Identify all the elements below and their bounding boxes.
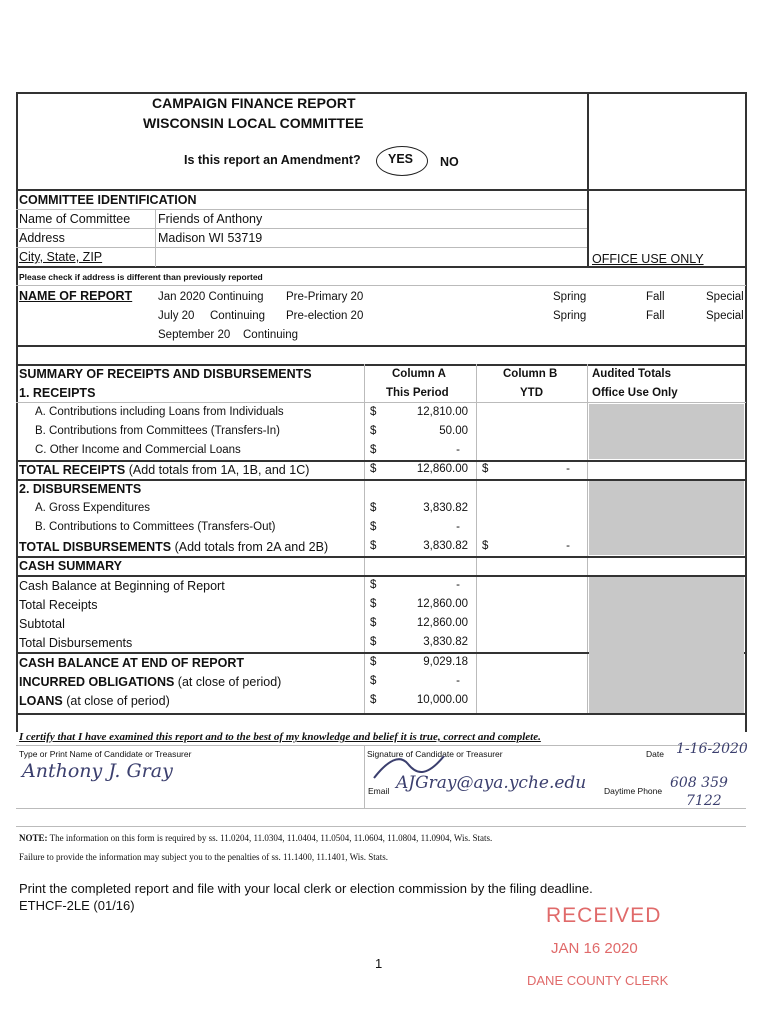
currency-symbol: $ bbox=[370, 636, 377, 648]
subtotal-label: Subtotal bbox=[19, 617, 65, 631]
cash-balance-end-value[interactable]: 9,029.18 bbox=[423, 656, 468, 668]
total-receipts-ytd-value[interactable]: - bbox=[566, 463, 570, 475]
receipt-row-a-label: A. Contributions including Loans from Individuals bbox=[35, 406, 284, 418]
receipts-header: 1. RECEIPTS bbox=[19, 386, 96, 400]
disbursement-row-b-label: B. Contributions to Committees (Transfers-Out) bbox=[35, 521, 276, 533]
incurred-obligations-value[interactable]: - bbox=[456, 675, 460, 687]
receipt-row-a-value[interactable]: 12,810.00 bbox=[416, 406, 468, 418]
amendment-question: Is this report an Amendment? bbox=[184, 153, 361, 167]
address-label: Address bbox=[19, 231, 65, 245]
committee-section-title: COMMITTEE IDENTIFICATION bbox=[19, 193, 197, 207]
office-use-shading bbox=[589, 481, 744, 555]
report-option-spring-2[interactable]: Spring bbox=[553, 310, 587, 322]
disbursement-row-b-value[interactable]: - bbox=[456, 521, 460, 533]
column-a-header: Column A bbox=[392, 368, 446, 380]
section-divider bbox=[16, 266, 746, 268]
email-handwritten[interactable]: AJGray@aya.yche.edu bbox=[396, 773, 587, 793]
certification-statement: I certify that I have examined this report and to the best of my knowledge and belief it is true, correct and complete. bbox=[19, 731, 541, 743]
report-option-spring[interactable]: Spring bbox=[553, 291, 587, 303]
total-receipts-bold: TOTAL RECEIPTS bbox=[19, 463, 126, 477]
report-option-september[interactable]: September 20 bbox=[158, 329, 231, 341]
loans-value[interactable]: 10,000.00 bbox=[416, 694, 468, 706]
report-option-special[interactable]: Special bbox=[706, 291, 744, 303]
date-label: Date bbox=[646, 749, 664, 759]
loans-bold: LOANS bbox=[19, 694, 63, 708]
currency-symbol: $ bbox=[370, 425, 377, 437]
section-divider bbox=[16, 345, 746, 347]
loans-label bbox=[19, 694, 170, 708]
report-option-july[interactable]: July 20 bbox=[158, 310, 195, 322]
currency-symbol: $ bbox=[370, 521, 377, 533]
grid-line bbox=[587, 364, 588, 714]
currency-symbol: $ bbox=[370, 406, 377, 418]
currency-symbol: $ bbox=[370, 579, 377, 591]
email-label: Email bbox=[368, 786, 390, 796]
date-handwritten[interactable]: 1-16-2020 bbox=[676, 741, 748, 757]
cash-beginning-value[interactable]: - bbox=[456, 579, 460, 591]
address-change-note: Please check if address is different than previously reported bbox=[19, 272, 263, 282]
currency-symbol: $ bbox=[370, 675, 377, 687]
grid-line bbox=[16, 228, 587, 229]
cash-total-disbursements-label: Total Disbursements bbox=[19, 636, 133, 650]
report-option-fall-2[interactable]: Fall bbox=[646, 310, 665, 322]
section-divider bbox=[16, 713, 746, 715]
office-use-subheader: Office Use Only bbox=[592, 387, 678, 399]
signature-label: Signature of Candidate or Treasurer bbox=[367, 749, 503, 759]
receipt-row-b-value[interactable]: 50.00 bbox=[439, 425, 468, 437]
form-top-border bbox=[16, 92, 746, 94]
section-divider bbox=[16, 556, 746, 558]
column-b-header: Column B bbox=[503, 368, 558, 380]
total-disbursements-ytd-value[interactable]: - bbox=[566, 540, 570, 552]
report-option-jan-continuing[interactable]: Jan 2020 Continuing bbox=[158, 291, 264, 303]
received-stamp-clerk: DANE COUNTY CLERK bbox=[527, 973, 669, 988]
column-b-subheader: YTD bbox=[520, 387, 543, 399]
amendment-no-option[interactable]: NO bbox=[440, 155, 459, 169]
report-option-september-continuing: Continuing bbox=[243, 329, 298, 341]
receipt-row-c-label: C. Other Income and Commercial Loans bbox=[35, 444, 241, 456]
total-receipts-value[interactable]: 12,860.00 bbox=[416, 463, 468, 475]
committee-name-field[interactable]: Friends of Anthony bbox=[158, 212, 263, 226]
form-right-border bbox=[745, 92, 747, 732]
currency-symbol: $ bbox=[370, 617, 377, 629]
disbursements-header: 2. DISBURSEMENTS bbox=[19, 482, 142, 496]
cash-balance-end-label: CASH BALANCE AT END OF REPORT bbox=[19, 656, 244, 670]
subtotal-value[interactable]: 12,860.00 bbox=[416, 617, 468, 629]
office-use-divider bbox=[587, 92, 589, 267]
currency-symbol: $ bbox=[370, 502, 377, 514]
report-option-fall[interactable]: Fall bbox=[646, 291, 665, 303]
committee-name-label: Name of Committee bbox=[19, 212, 131, 226]
currency-symbol: $ bbox=[370, 463, 377, 475]
grid-line bbox=[16, 247, 587, 248]
received-stamp-date: JAN 16 2020 bbox=[551, 940, 638, 957]
report-title: CAMPAIGN FINANCE REPORT bbox=[152, 95, 356, 111]
section-divider bbox=[16, 460, 746, 462]
report-option-pre-election[interactable]: Pre-election 20 bbox=[286, 310, 364, 322]
cash-beginning-label: Cash Balance at Beginning of Report bbox=[19, 579, 225, 593]
cash-total-disbursements-value[interactable]: 3,830.82 bbox=[423, 636, 468, 648]
printed-name-handwritten[interactable]: Anthony J. Gray bbox=[22, 760, 173, 782]
summary-title: SUMMARY OF RECEIPTS AND DISBURSEMENTS bbox=[19, 367, 312, 381]
cash-total-receipts-label: Total Receipts bbox=[19, 598, 98, 612]
form-left-border bbox=[16, 92, 18, 732]
address-field[interactable]: Madison WI 53719 bbox=[158, 231, 263, 245]
grid-line bbox=[155, 209, 156, 267]
grid-line bbox=[16, 745, 746, 746]
grid-line bbox=[16, 402, 746, 403]
report-option-pre-primary[interactable]: Pre-Primary 20 bbox=[286, 291, 364, 303]
currency-symbol: $ bbox=[482, 463, 489, 475]
amendment-yes-option[interactable]: YES bbox=[388, 152, 414, 166]
city-state-zip-label: City, State, ZIP bbox=[19, 250, 103, 264]
receipt-row-b-label: B. Contributions from Committees (Transfers-In) bbox=[35, 425, 280, 437]
currency-symbol: $ bbox=[482, 540, 489, 552]
incurred-obligations-note: (at close of period) bbox=[174, 675, 282, 689]
grid-line bbox=[16, 826, 746, 827]
grid-line bbox=[364, 364, 365, 714]
loans-note: (at close of period) bbox=[62, 694, 170, 708]
note-text: The information on this form is required by ss. 11.0204, 11.0304, 11.0404, 11.0504, 11.0604, 11.0804, 11.0904, Wis. Stats. bbox=[47, 833, 493, 843]
column-a-subheader: This Period bbox=[386, 387, 449, 399]
daytime-phone-label: Daytime Phone bbox=[604, 786, 663, 796]
report-subtitle: WISCONSIN LOCAL COMMITTEE bbox=[143, 115, 364, 131]
currency-symbol: $ bbox=[370, 540, 377, 552]
currency-symbol: $ bbox=[370, 656, 377, 668]
incurred-obligations-label bbox=[19, 675, 281, 689]
cash-total-receipts-value[interactable]: 12,860.00 bbox=[416, 598, 468, 610]
cash-summary-header: CASH SUMMARY bbox=[19, 559, 123, 573]
currency-symbol: $ bbox=[370, 444, 377, 456]
total-disbursements-note: (Add totals from 2A and 2B) bbox=[171, 540, 329, 554]
office-use-shading bbox=[589, 577, 744, 713]
page-number: 1 bbox=[375, 956, 383, 971]
total-disbursements-label bbox=[19, 540, 328, 554]
phone-handwritten-line1[interactable]: 608 359 bbox=[670, 775, 728, 791]
disbursement-row-a-label: A. Gross Expenditures bbox=[35, 502, 151, 514]
filing-instruction: Print the completed report and file with your local clerk or election commission by the filing deadline. bbox=[19, 881, 593, 896]
total-disbursements-bold: TOTAL DISBURSEMENTS bbox=[19, 540, 172, 554]
grid-line bbox=[364, 745, 365, 808]
form-identifier: ETHCF-2LE (01/16) bbox=[19, 898, 135, 913]
report-name-label: NAME OF REPORT bbox=[19, 289, 133, 303]
report-option-july-continuing: Continuing bbox=[210, 310, 265, 322]
grid-line bbox=[476, 364, 477, 714]
total-disbursements-value[interactable]: 3,830.82 bbox=[423, 540, 468, 552]
city-state-zip-field[interactable] bbox=[158, 249, 308, 264]
disbursement-row-a-value[interactable]: 3,830.82 bbox=[423, 502, 468, 514]
report-option-special-2[interactable]: Special bbox=[706, 310, 744, 322]
office-use-only-label: OFFICE USE ONLY bbox=[592, 252, 704, 266]
section-divider bbox=[16, 189, 746, 191]
grid-line bbox=[16, 808, 746, 809]
statutory-note bbox=[19, 833, 492, 843]
phone-handwritten-line2[interactable]: 7122 bbox=[686, 793, 722, 809]
currency-symbol: $ bbox=[370, 598, 377, 610]
total-receipts-label bbox=[19, 463, 309, 477]
printed-name-label: Type or Print Name of Candidate or Treasurer bbox=[19, 749, 192, 759]
grid-line bbox=[16, 209, 587, 210]
audited-totals-header: Audited Totals bbox=[592, 368, 672, 380]
received-stamp: RECEIVED bbox=[546, 904, 662, 927]
total-receipts-note: (Add totals from 1A, 1B, and 1C) bbox=[125, 463, 310, 477]
receipt-row-c-value[interactable]: - bbox=[456, 444, 460, 456]
section-divider bbox=[16, 364, 746, 366]
office-use-shading bbox=[589, 404, 744, 459]
note-label: NOTE: bbox=[19, 833, 48, 843]
incurred-obligations-bold: INCURRED OBLIGATIONS bbox=[19, 675, 175, 689]
penalty-note: Failure to provide the information may subject you to the penalties of ss. 11.1400, 11.1401, Wis. Stats. bbox=[19, 852, 389, 862]
grid-line bbox=[16, 285, 746, 286]
currency-symbol: $ bbox=[370, 694, 377, 706]
